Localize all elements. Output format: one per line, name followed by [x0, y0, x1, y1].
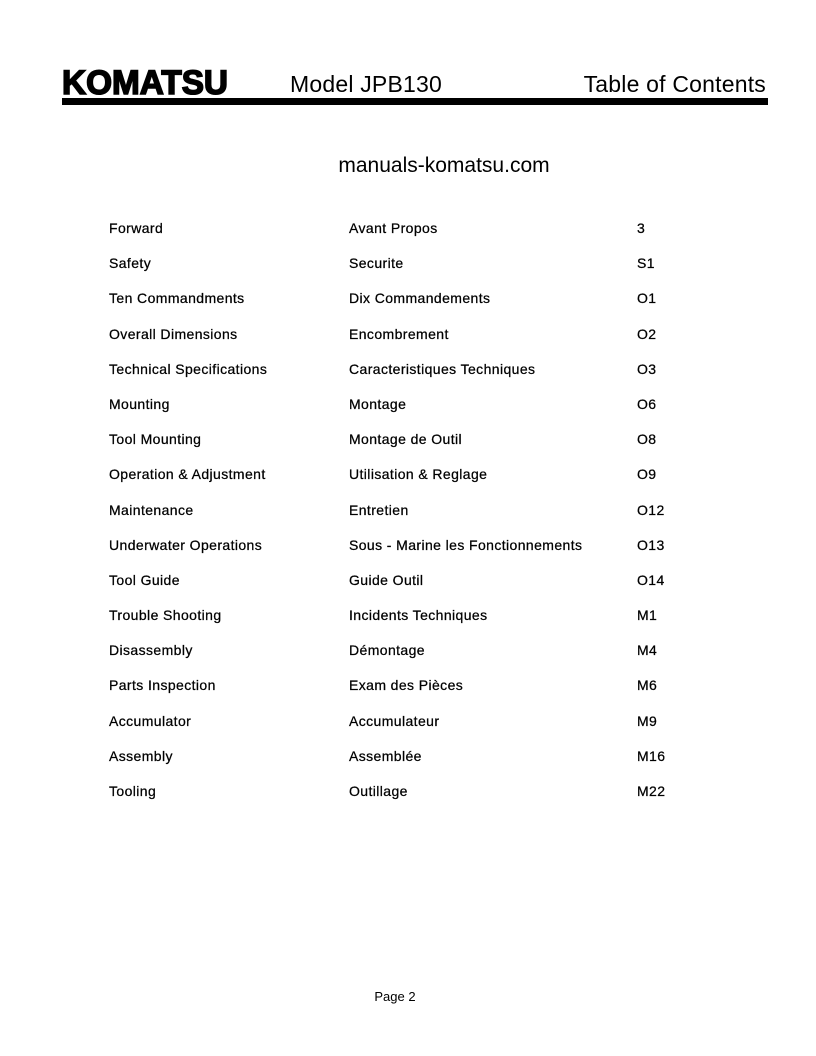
toc-entry-french: Assemblée [349, 747, 422, 764]
toc-entry-english: Operation & Adjustment [109, 466, 266, 483]
toc-entry-french: Encombrement [349, 325, 449, 342]
toc-entry-english: Forward [109, 220, 164, 236]
toc-entry-page: O1 [637, 290, 657, 307]
toc-entry-english: Mounting [109, 395, 170, 412]
toc-entry-page: M1 [637, 607, 658, 624]
table-of-contents [109, 218, 729, 816]
toc-entry-english: Parts Inspection [109, 677, 216, 694]
toc-entry-french: Outillage [349, 783, 408, 799]
toc-row [109, 324, 729, 359]
model-title: Model JPB130 [290, 71, 442, 97]
toc-row [109, 359, 729, 394]
toc-entry-page: M22 [637, 783, 666, 799]
toc-entry-english: Tool Guide [109, 571, 180, 588]
toc-row [109, 675, 729, 710]
toc-entry-page: O2 [637, 325, 657, 342]
toc-row [109, 605, 729, 640]
toc-row [109, 394, 729, 429]
toc-entry-french: Entretien [349, 501, 409, 518]
toc-entry-french: Exam des Pièces [349, 677, 464, 694]
toc-entry-english: Accumulator [109, 712, 192, 729]
toc-entry-french: Securite [349, 255, 404, 272]
toc-row [109, 570, 729, 605]
toc-row [109, 781, 729, 816]
toc-entry-french: Guide Outil [349, 571, 424, 588]
toc-entry-french: Montage [349, 395, 407, 412]
toc-entry-page: O8 [637, 431, 657, 448]
toc-entry-english: Underwater Operations [109, 536, 263, 553]
toc-entry-french: Dix Commandements [349, 290, 491, 307]
toc-row [109, 429, 729, 464]
toc-entry-english: Trouble Shooting [109, 607, 222, 624]
toc-entry-page: O12 [637, 501, 665, 518]
toc-entry-french: Démontage [349, 642, 425, 659]
toc-entry-french: Utilisation & Reglage [349, 466, 488, 483]
toc-entry-english: Tool Mounting [109, 431, 202, 448]
toc-entry-english: Assembly [109, 747, 173, 764]
toc-entry-page: O14 [637, 571, 665, 588]
section-title: Table of Contents [583, 71, 766, 97]
toc-entry-page: M9 [637, 712, 658, 729]
toc-entry-french: Accumulateur [349, 712, 440, 729]
toc-row [109, 218, 729, 253]
toc-entry-page: M6 [637, 677, 658, 694]
toc-entry-page: S1 [637, 255, 655, 272]
toc-entry-french: Avant Propos [349, 220, 438, 236]
toc-entry-french: Incidents Techniques [349, 607, 488, 624]
toc-row [109, 464, 729, 499]
toc-entry-english: Disassembly [109, 642, 193, 659]
toc-row [109, 640, 729, 675]
toc-entry-english: Overall Dimensions [109, 325, 238, 342]
toc-row [109, 500, 729, 535]
toc-entry-english: Ten Commandments [109, 290, 245, 307]
header-divider [62, 98, 768, 105]
toc-entry-english: Safety [109, 255, 152, 272]
toc-entry-french: Caracteristiques Techniques [349, 360, 536, 377]
toc-entry-english: Tooling [109, 783, 157, 799]
toc-row [109, 253, 729, 288]
toc-entry-page: M16 [637, 747, 666, 764]
toc-entry-english: Technical Specifications [109, 360, 268, 377]
toc-entry-page: O3 [637, 360, 657, 377]
toc-entry-english: Maintenance [109, 501, 194, 518]
toc-entry-page: O6 [637, 395, 657, 412]
toc-row [109, 288, 729, 323]
komatsu-logo [62, 66, 228, 98]
komatsu-logo-mark [62, 66, 228, 98]
toc-entry-french: Sous - Marine les Fonctionnements [349, 536, 583, 553]
site-url: manuals-komatsu.com [338, 154, 550, 177]
komatsu-logo-text: KOMATSU [62, 66, 228, 98]
toc-row [109, 746, 729, 781]
toc-entry-page: 3 [637, 220, 646, 236]
toc-entry-page: O9 [637, 466, 657, 483]
toc-entry-page: M4 [637, 642, 658, 659]
page-number: Page 2 [374, 989, 416, 1004]
toc-entry-french: Montage de Outil [349, 431, 463, 448]
toc-entry-page: O13 [637, 536, 665, 553]
toc-row [109, 535, 729, 570]
toc-row [109, 711, 729, 746]
